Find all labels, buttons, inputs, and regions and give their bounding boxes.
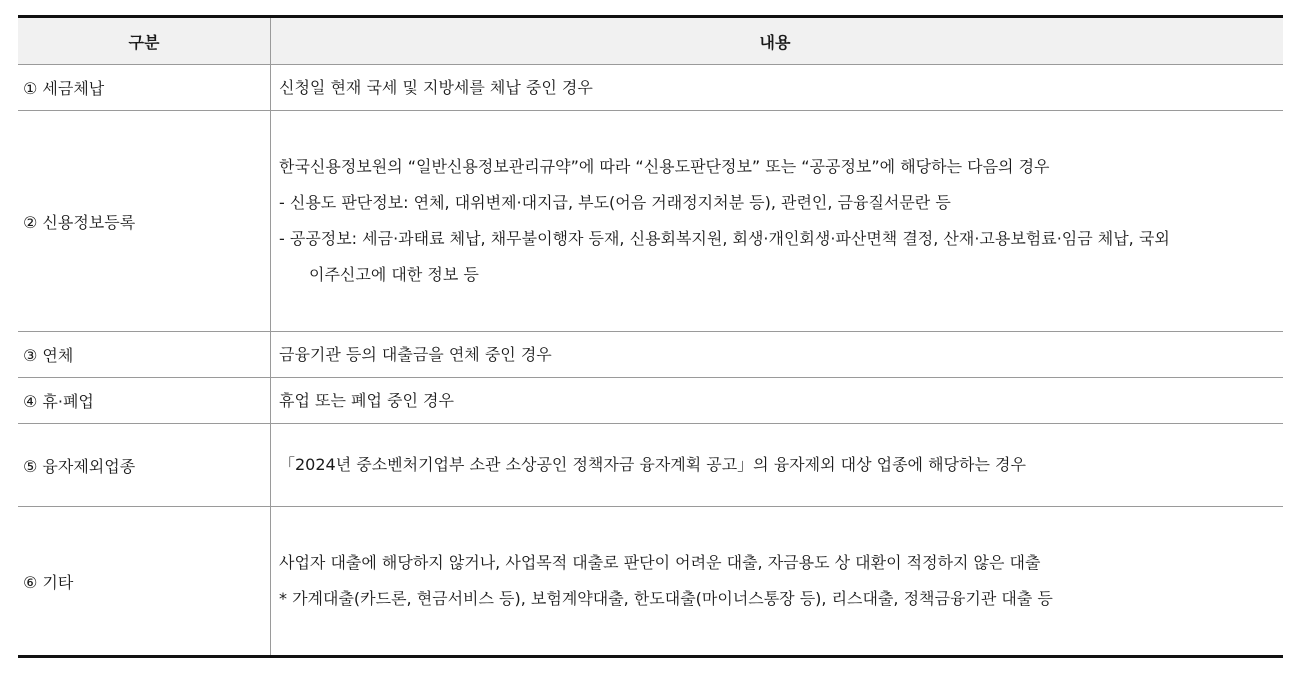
row-content bbox=[271, 378, 1283, 423]
table-row bbox=[18, 424, 1283, 507]
header-category: 구분 bbox=[18, 18, 271, 64]
content-line: 이주신고에 대한 정보 등 bbox=[309, 265, 479, 284]
content-line: 사업자 대출에 해당하지 않거나, 사업목적 대출로 판단이 어려운 대출, 자금용도 상 대환이 적정하지 않은 대출 bbox=[279, 553, 1041, 572]
table-row bbox=[18, 378, 1283, 424]
table-row bbox=[18, 332, 1283, 378]
content-line: 신청일 현재 국세 및 지방세를 체납 중인 경우 bbox=[279, 77, 593, 97]
content-line: 휴업 또는 폐업 중인 경우 bbox=[279, 390, 454, 410]
content-line: 「2024년 중소벤처기업부 소관 소상공인 정책자금 융자계획 공고」의 융자제외 대상 업종에 해당하는 경우 bbox=[279, 455, 1026, 474]
row-category: ① 세금체납 bbox=[18, 65, 271, 110]
row-content bbox=[271, 65, 1283, 110]
table-row bbox=[18, 111, 1283, 332]
row-content bbox=[271, 507, 1283, 655]
row-category: ④ 휴·폐업 bbox=[18, 378, 271, 423]
row-category: ⑥ 기타 bbox=[18, 507, 271, 655]
content-line: 한국신용정보원의 “일반신용정보관리규약”에 따라 “신용도판단정보” 또는 “공공정보”에 해당하는 다음의 경우 bbox=[279, 157, 1050, 176]
row-category: ⑤ 융자제외업종 bbox=[18, 424, 271, 506]
eligibility-exclusion-table bbox=[18, 15, 1283, 658]
table-header-row bbox=[18, 18, 1283, 65]
table-row bbox=[18, 65, 1283, 111]
content-line: 금융기관 등의 대출금을 연체 중인 경우 bbox=[279, 344, 552, 364]
row-category: ③ 연체 bbox=[18, 332, 271, 377]
content-line: - 신용도 판단정보: 연체, 대위변제·대지급, 부도(어음 거래정지처분 등), 관련인, 금융질서문란 등 bbox=[279, 193, 951, 212]
header-content: 내용 bbox=[759, 32, 791, 52]
table-row bbox=[18, 507, 1283, 655]
content-line: - 공공정보: 세금·과태료 체납, 채무불이행자 등재, 신용회복지원, 회생·개인회생·파산면책 결정, 산재·고용보험료·임금 체납, 국외 bbox=[279, 229, 1170, 248]
row-category: ② 신용정보등록 bbox=[18, 111, 271, 331]
content-line: * 가계대출(카드론, 현금서비스 등), 보험계약대출, 한도대출(마이너스통장 등), 리스대출, 정책금융기관 대출 등 bbox=[279, 589, 1053, 608]
row-content bbox=[271, 111, 1283, 331]
row-content bbox=[271, 424, 1283, 506]
row-content bbox=[271, 332, 1283, 377]
